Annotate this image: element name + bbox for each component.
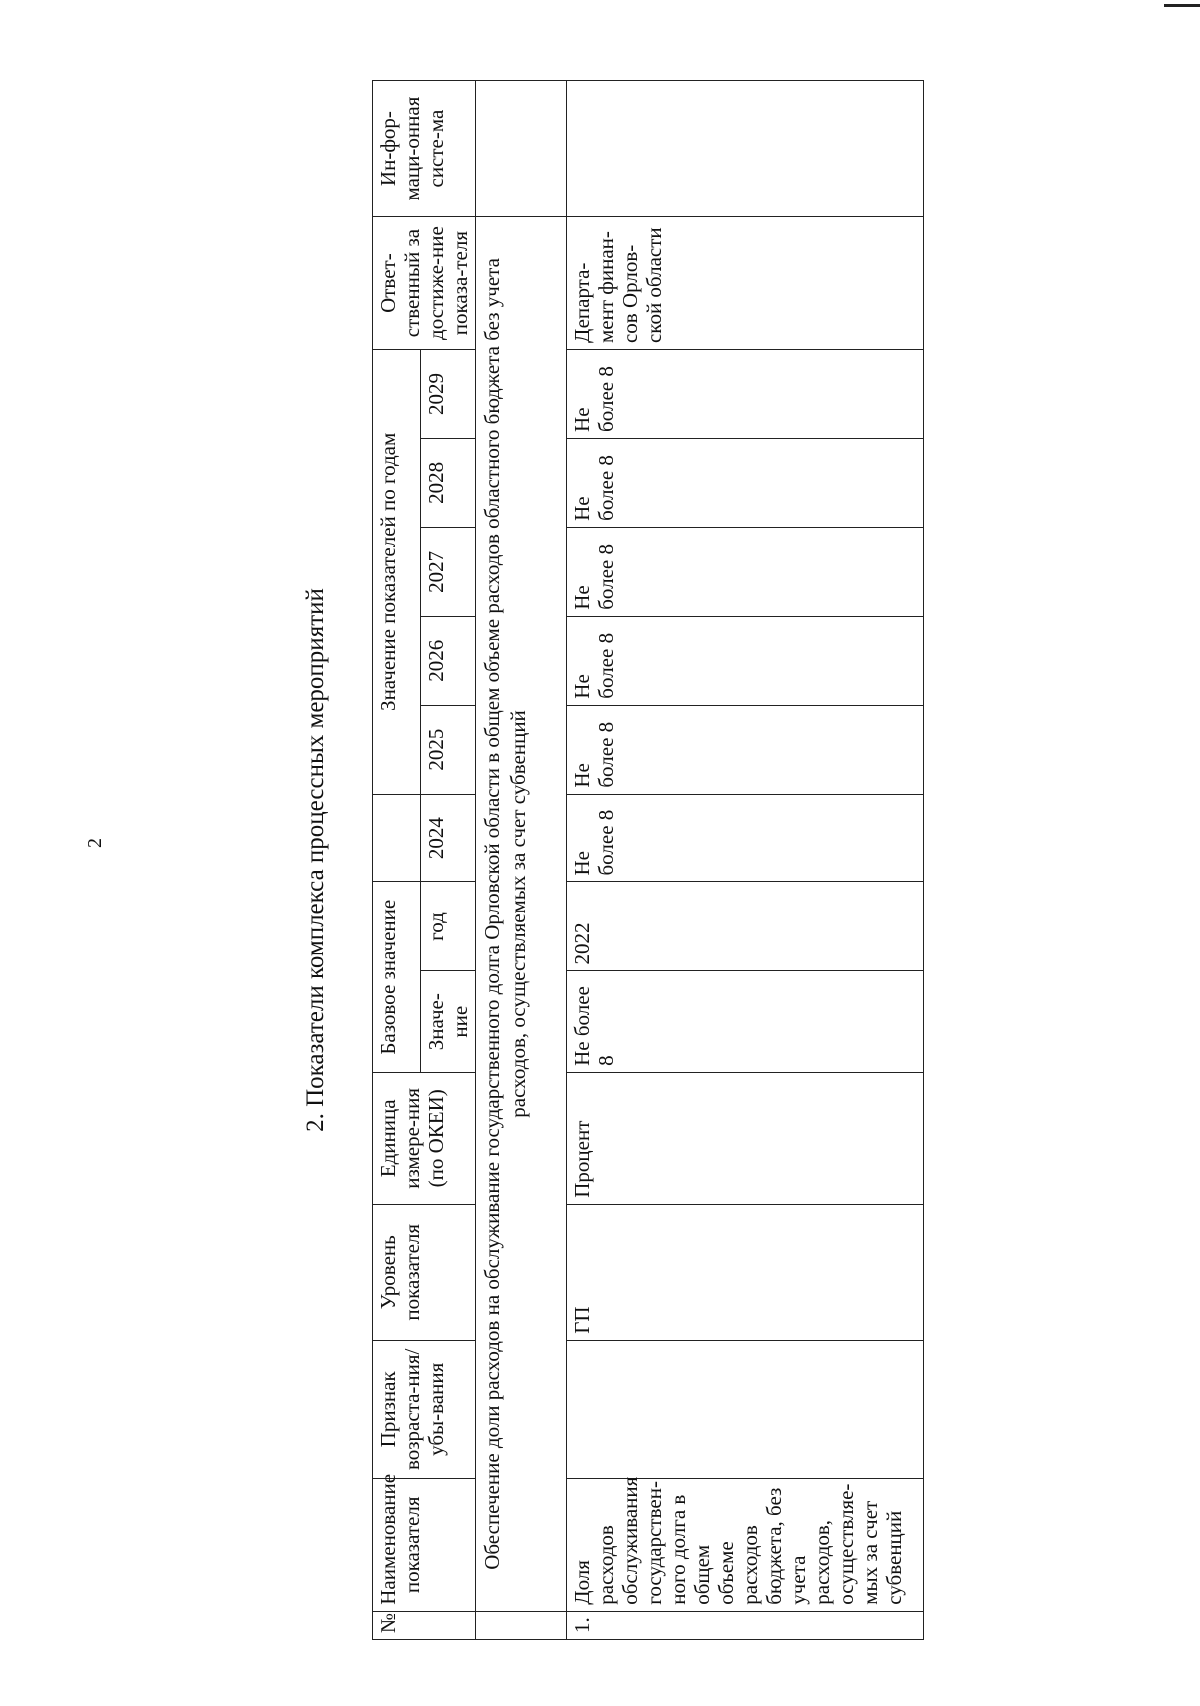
row-level: ГП	[567, 1204, 924, 1340]
row-value-2028: Не более 8	[567, 438, 924, 527]
row-info-system	[567, 81, 924, 217]
row-sign	[567, 1340, 924, 1478]
header-years: Значение показателей по годам	[373, 350, 421, 795]
header-base: Базовое значение	[373, 882, 421, 1072]
header-year-2026: 2026	[421, 616, 476, 705]
table-row	[567, 81, 924, 1640]
header-row	[373, 81, 421, 1640]
row-value-2025: Не более 8	[567, 705, 924, 794]
header-year-blank	[373, 794, 421, 882]
section-heading: Обеспечение доли расходов на обслуживание государственного долга Орловской области в общем объеме расходов областного бюджета без учета расходов, осуществляемых за счет субвенций	[476, 217, 567, 1612]
header-num: №	[373, 1611, 476, 1639]
header-responsible: Ответ-ственный за достиже-ние показа-теля	[373, 217, 476, 350]
section-title: 2. Показатели комплекса процессных мероприятий	[302, 588, 329, 1132]
row-value-2027: Не более 8	[567, 527, 924, 616]
section-row	[476, 81, 567, 1640]
header-base-value: Значе-ние	[421, 971, 476, 1072]
header-year-2029: 2029	[421, 350, 476, 439]
row-value-2024: Не более 8	[567, 794, 924, 882]
row-value-2026: Не более 8	[567, 616, 924, 705]
header-year-2028: 2028	[421, 438, 476, 527]
row-base-value: Не более 8	[567, 971, 924, 1072]
section-num-cell	[476, 1611, 567, 1639]
header-unit: Единица измере-ния (по ОКЕИ)	[373, 1072, 476, 1204]
header-year-2027: 2027	[421, 527, 476, 616]
header-info-system: Ин-фор-маци-онная систе-ма	[373, 81, 476, 217]
row-value-2029: Не более 8	[567, 350, 924, 439]
rotated-page-content	[300, 80, 1100, 1640]
header-sign: Признак возраста-ния/убы-вания	[373, 1340, 476, 1478]
row-name: Доля расходов обслуживания государствен-ного долга в общем объеме расходов бюджета, без учета расходов, осуществляе-мых за счет субвенций	[567, 1478, 924, 1611]
header-level: Уровень показателя	[373, 1204, 476, 1340]
header-base-year: год	[421, 882, 476, 971]
indicators-table	[372, 80, 924, 1640]
header-year-2025: 2025	[421, 705, 476, 794]
row-base-year: 2022	[567, 882, 924, 971]
row-num: 1.	[567, 1611, 924, 1639]
row-responsible: Департа-мент финан-сов Орлов-ской области	[567, 217, 924, 350]
page-number: 2	[84, 838, 106, 848]
scan-edge-mark	[1164, 4, 1200, 7]
header-name: Наименование показателя	[373, 1478, 476, 1611]
section-end-cell	[476, 81, 567, 217]
row-unit: Процент	[567, 1072, 924, 1204]
header-year-2024: 2024	[421, 794, 476, 882]
